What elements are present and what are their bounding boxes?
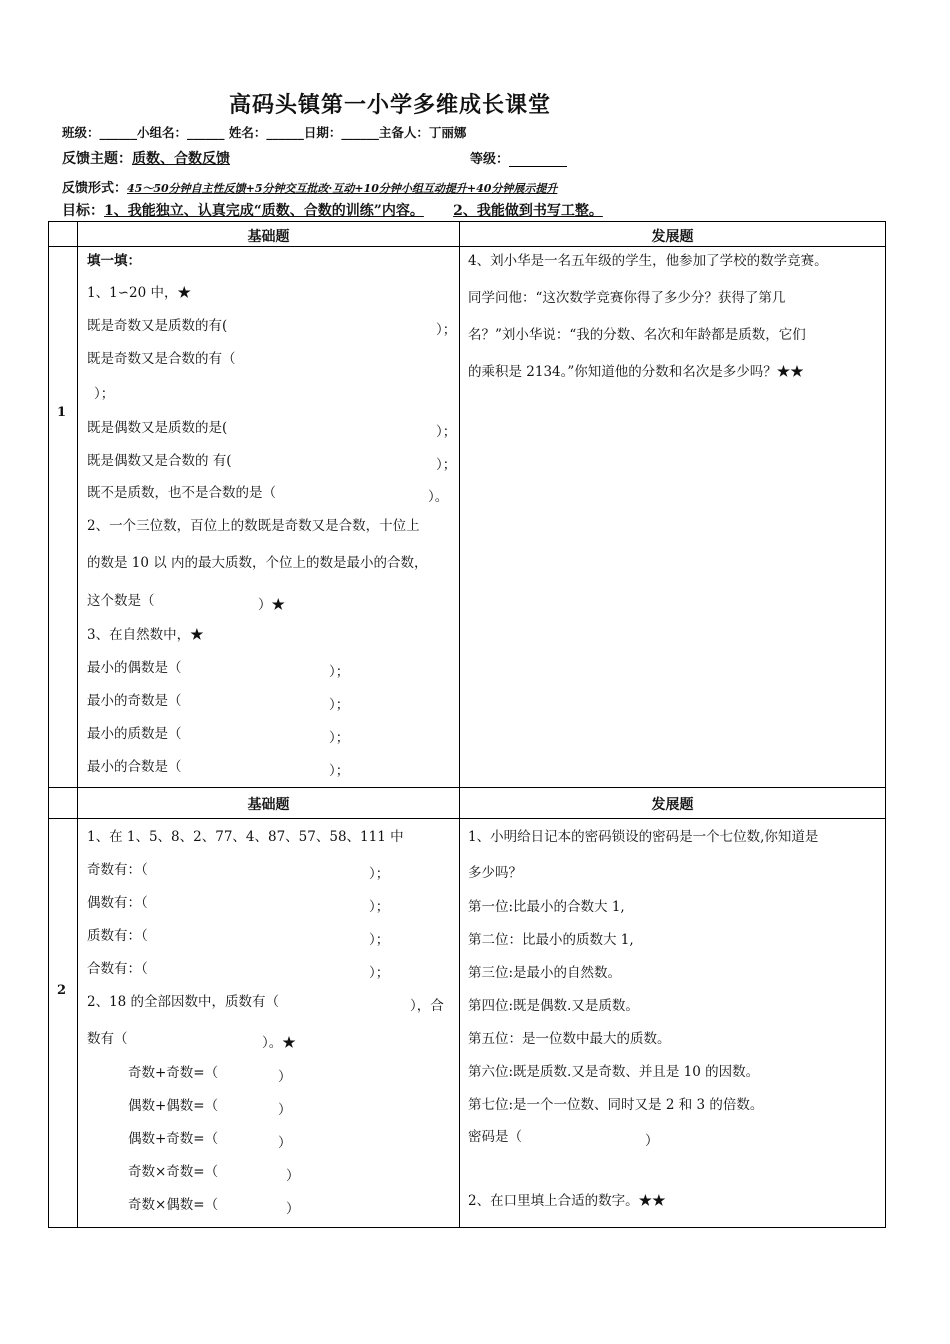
question: 最小的质数是（: [87, 726, 182, 742]
question: 既是偶数又是质数的是(: [87, 420, 228, 436]
rule-right: [885, 221, 886, 1228]
goal-1: 1、我能独立、认真完成“质数、合数的训练”内容。: [104, 203, 424, 219]
question: 奇数×奇数=（: [128, 1164, 219, 1180]
answer-close: ）。: [428, 489, 449, 505]
col-basic-head: 基础题: [247, 797, 290, 813]
goal-2: 2、我能做到书写工整。: [453, 203, 603, 219]
dev-text: 4、刘小华是一名五年级的学生，他参加了学校的数学竞赛。: [468, 253, 828, 269]
topic-value: 质数、合数反馈: [132, 151, 230, 167]
question: 最小的合数是（: [87, 759, 182, 775]
rule-top: [48, 221, 886, 222]
answer-close: ）: [645, 1133, 659, 1149]
answer-close: ）。★: [262, 1035, 296, 1051]
answer-close: ）: [278, 1102, 292, 1118]
answer-close: ）；: [436, 424, 457, 440]
grade-blank[interactable]: [509, 154, 567, 167]
dev-text: 第一位:比最小的合数大 1,: [468, 899, 625, 915]
dev-text: 同学问他：“这次数学竞赛你得了多少分？获得了第几: [468, 290, 786, 306]
answer-close: ）；: [329, 730, 350, 746]
page-title: 高码头镇第一小学多维成长课堂: [228, 92, 551, 118]
rule-num-col: [77, 221, 78, 1228]
question: 的数是 10 以 内的最大质数，个位上的数是最小的合数，: [87, 555, 428, 571]
topic-label: 反馈主题：: [62, 151, 132, 167]
col-dev-head: 发展题: [651, 229, 694, 245]
form-value: 45～50分钟自主性反馈+5分钟交互批改·互动+10分钟小组互动提升+40分钟展示提升: [127, 182, 558, 195]
question: 既是偶数又是合数的 有(: [87, 453, 232, 469]
question: 偶数+奇数=（: [128, 1131, 219, 1147]
topic-line: [62, 148, 230, 168]
answer-close: ）；: [369, 932, 390, 948]
question: 既是奇数又是质数的有(: [87, 318, 228, 334]
col-dev-head: 发展题: [651, 797, 694, 813]
dev-text: 名？”刘小华说：“我的分数、名次和年龄都是质数，它们: [468, 327, 806, 343]
answer-close: ）；: [436, 457, 457, 473]
worksheet-table: [48, 221, 886, 1228]
question: 合数有：（: [87, 961, 148, 977]
grade-field: [470, 148, 567, 167]
answer-close: ）；: [436, 322, 457, 338]
dev-text: 2、在口里填上合适的数字。★★: [468, 1193, 666, 1209]
dev-text: 第七位:是一个一位数、同时又是 2 和 3 的倍数。: [468, 1097, 764, 1113]
col-basic-head: 基础题: [247, 229, 290, 245]
answer-close: ），合: [410, 998, 444, 1014]
dev-text: 密码是（: [468, 1129, 522, 1145]
answer-close: ）；: [329, 763, 350, 779]
question: 既是奇数又是合数的有（: [87, 351, 236, 367]
question: 既不是质数，也不是合数的是（: [87, 485, 276, 501]
dev-text: 第四位:既是偶数.又是质数。: [468, 998, 639, 1014]
answer-close: ）★: [258, 597, 285, 613]
answer-close: ）；: [369, 899, 390, 915]
question: 1、在 1、5、8、2、77、4、87、57、58、111 中: [87, 829, 404, 845]
rule-bottom: [48, 1227, 886, 1228]
grade-label: 等级：: [470, 152, 510, 167]
question: 数有（: [87, 1031, 128, 1047]
answer-close: ）；: [329, 664, 350, 680]
answer-close: ）: [286, 1201, 300, 1217]
question: 2、一个三位数，百位上的数既是奇数又是合数，十位上: [87, 518, 420, 534]
row-number: 1: [57, 405, 67, 420]
fill-title: 填一填：: [87, 253, 141, 269]
goal-line: [62, 200, 603, 220]
dev-text: 第三位:是最小的自然数。: [468, 965, 622, 981]
answer-close: ）；: [94, 386, 115, 402]
rule-row1-end: [48, 787, 886, 788]
rule-mid-col: [459, 221, 460, 1228]
form-line: [62, 177, 557, 196]
dev-text: 多少吗？: [468, 865, 522, 881]
question: 这个数是（: [87, 593, 155, 609]
question: 奇数有：（: [87, 862, 148, 878]
dev-text: 第二位：比最小的质数大 1,: [468, 932, 634, 948]
dev-text: 第六位:既是质数.又是奇数、并且是 10 的因数。: [468, 1064, 760, 1080]
info-line: 班级：______小组名：______ 姓名：______日期：______主备人：丁丽娜: [62, 125, 467, 140]
rule-head1: [48, 246, 886, 247]
question: 偶数有：（: [87, 895, 148, 911]
question: 奇数+奇数=（: [128, 1065, 219, 1081]
rule-head2: [48, 818, 886, 819]
question: 1、1∽20 中，★: [87, 285, 191, 301]
answer-close: ）: [278, 1135, 292, 1151]
answer-close: ）: [278, 1069, 292, 1085]
answer-close: ）；: [369, 965, 390, 981]
question: 奇数×偶数=（: [128, 1197, 219, 1213]
dev-text: 1、小明给日记本的密码锁设的密码是一个七位数,你知道是: [468, 829, 819, 845]
answer-close: ）；: [329, 697, 350, 713]
question: 3、在自然数中，★: [87, 627, 204, 643]
question: 最小的偶数是（: [87, 660, 182, 676]
answer-close: ）: [286, 1168, 300, 1184]
question: 偶数+偶数=（: [128, 1098, 219, 1114]
dev-text: 的乘积是 2134。”你知道他的分数和名次是多少吗？★★: [468, 364, 804, 380]
question: 2、18 的全部因数中，质数有（: [87, 994, 280, 1010]
question: 质数有：（: [87, 928, 148, 944]
row-number: 2: [57, 983, 67, 998]
answer-close: ）；: [369, 866, 390, 882]
goal-label: 目标：: [62, 203, 104, 219]
form-label: 反馈形式：: [62, 181, 128, 196]
question: 最小的奇数是（: [87, 693, 182, 709]
dev-text: 第五位：是一位数中最大的质数。: [468, 1031, 671, 1047]
rule-left: [48, 221, 49, 1228]
